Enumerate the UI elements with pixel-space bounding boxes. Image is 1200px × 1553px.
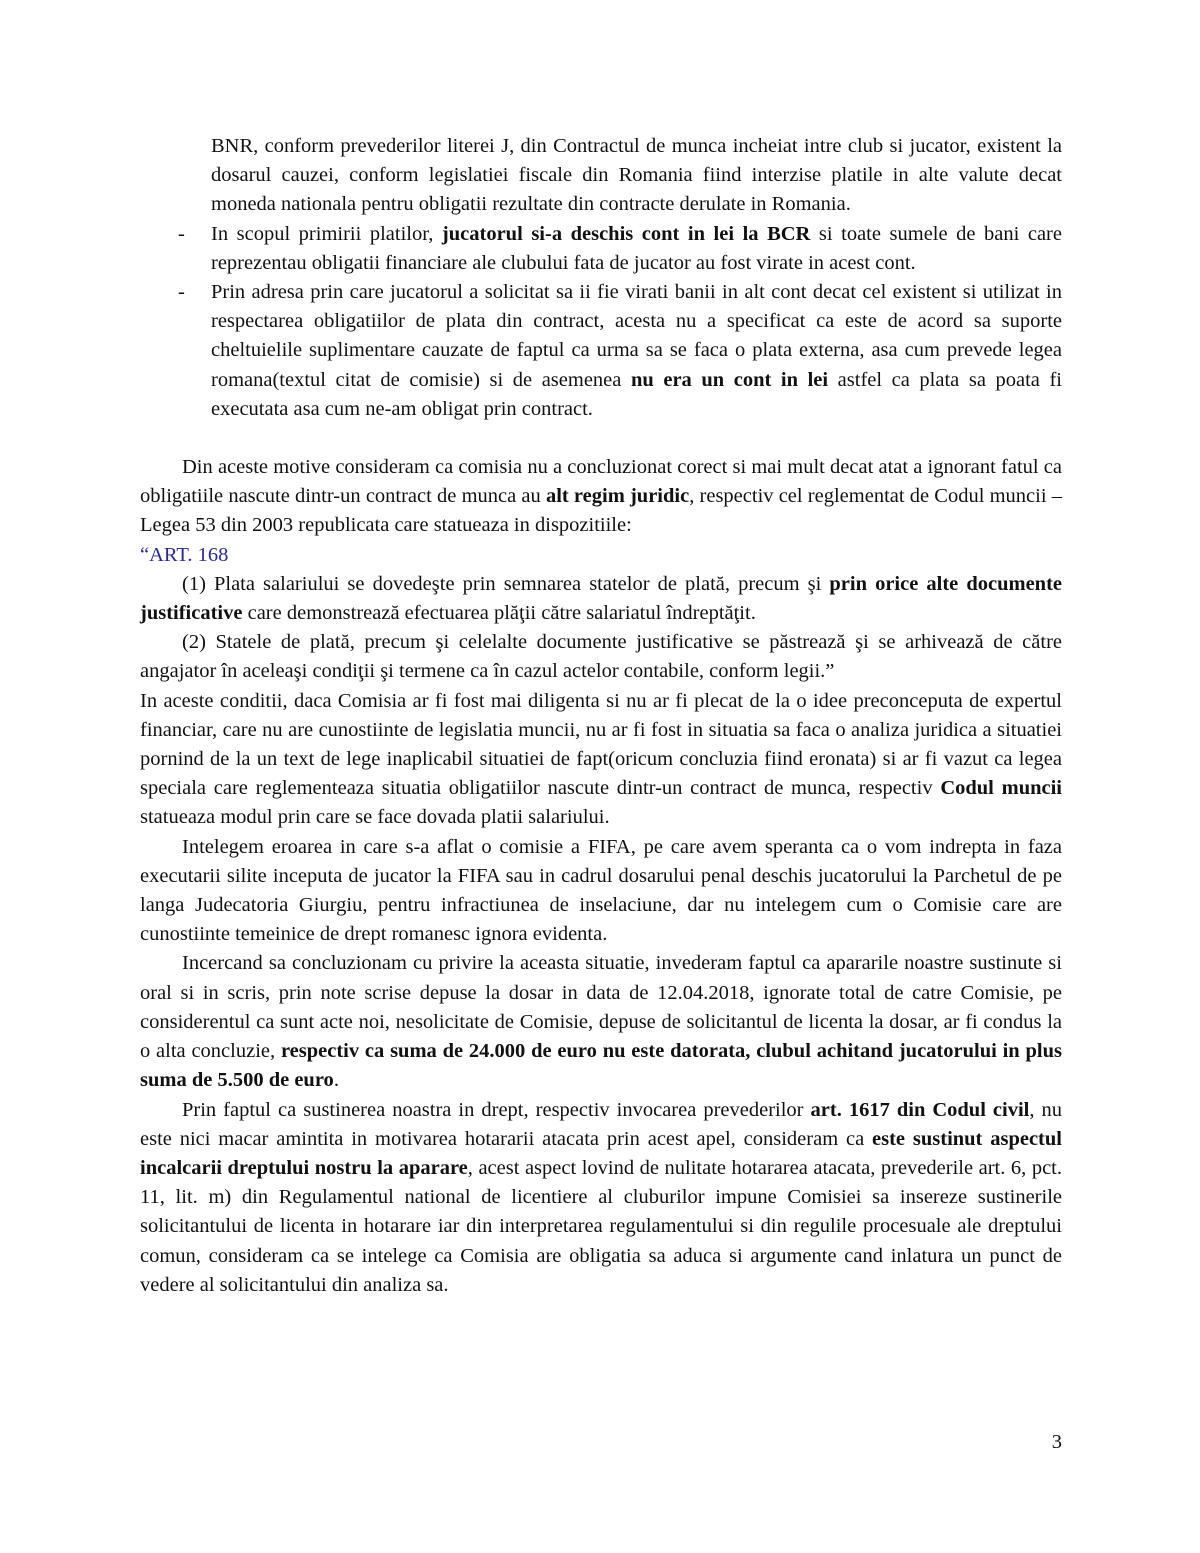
- bullet-list: [140, 220, 1062, 424]
- bold-codul-muncii: Codul muncii: [940, 777, 1063, 800]
- bold-alt-regim-juridic: alt regim juridic: [545, 485, 690, 508]
- paragraph-prin-faptul-ca: [140, 1096, 1062, 1300]
- paragraph-text-part2: care demonstrează efectuarea plăţii către salariatul îndreptăţit.: [242, 602, 756, 625]
- bold-incalcarea-dreptului-la-aparare: este sustinut aspectul incalcarii dreptului nostru la aparare: [140, 1127, 1062, 1179]
- paragraph-text-part1: Prin faptul ca sustinerea noastra in drept, respectiv invocarea prevederilor: [182, 1098, 811, 1121]
- list-item-bold-bcr: jucatorul si-a deschis cont in lei la BCR: [441, 222, 811, 245]
- paragraph-intelegem-eroarea: Intelegem eroarea in care s-a aflat o comisie a FIFA, pe care avem speranta ca o vom indrepta in faza executarii silite inceputa de jucator la FIFA sau in cadrul dosarului penal deschis jucatorului la Parchetul de pe langa Judecatoria Giurgiu, pentru infractiunea de inselaciune, dar nu intelegem cum o Comisie care are cunostiinte temeinice de drept romanesc ignora evidenta.: [140, 835, 1062, 946]
- list-item-bold-no-lei-account: nu era un cont in lei: [630, 368, 829, 391]
- page-number: 3: [1051, 1431, 1062, 1453]
- paragraph-text-part2: .: [333, 1069, 339, 1092]
- paragraph-text-part2: , respectiv cel reglementat de Codul muncii – Legea 53 din 2003 republicata care statueaza in dispozitiile:: [140, 485, 1062, 537]
- list-item-text-part2: si toate sumele de bani care reprezentau obligatii financiare ale clubului fata de jucator au fost virate in acest cont.: [211, 222, 1062, 274]
- bold-documente-justificative: prin orice alte documente justificative: [140, 572, 1062, 625]
- bullet-dash-icon: -: [178, 281, 185, 304]
- paragraph-text-part2: statueaza modul prin care se face dovada platii salariului.: [140, 806, 610, 829]
- paragraph-text-part1: Din aceste motive consideram ca comisia nu a concluzionat corect si mai mult decat atat a ignorant fatul ca obligatiile nascute dintr-un contract de munca au: [140, 456, 1062, 508]
- list-item-transfer-request: [140, 278, 1062, 424]
- paragraph-art168-alineat-2: (2) Statele de plată, precum şi celelalte documente justificative se păstrează şi se arhivează de către angajator în aceleaşi condiţii şi termene ca în cazul actelor contabile, conform legii.”: [140, 631, 1062, 683]
- list-item-text-part2: astfel ca plata sa poata fi executata asa cum ne-am obligat prin contract.: [211, 368, 1062, 420]
- bold-suma-24000-euro: respectiv ca suma de 24.000 de euro nu este datorata, clubul achitand jucatorului in plus suma de 5.500 de euro: [140, 1040, 1062, 1092]
- bold-art-1617-codul-civil: art. 1617 din Codul civil: [810, 1098, 1030, 1121]
- paragraph-din-aceste-motive: [140, 453, 1062, 541]
- list-item-text-part1: Prin adresa prin care jucatorul a solicitat sa ii fie virati banii in alt cont decat cel existent si utilizat in respectarea obligatiilor de plata din contract, acesta nu a specificat ca este de acord sa suporte cheltuielile suplimentare cauzate de faptul ca urma sa se faca o plata externa, asa cum prevede legea romana(textul citat de comisie) si de asemenea: [211, 281, 1062, 391]
- paragraph-spacer: [140, 424, 1062, 453]
- paragraph-continuation-bnr: BNR, conform prevederilor literei J, din Contractul de munca incheiat intre club si jucator, existent la dosarul cauzei, conform legislatiei fiscale din Romania fiind interzise platile in alte valute decat moneda nationala pentru obligatii rezultate din contracte derulate in Romania.: [211, 135, 1062, 216]
- bullet-dash-icon: -: [178, 222, 185, 245]
- paragraph-art168-alineat-1: [140, 570, 1062, 628]
- document-body: [140, 132, 1062, 1300]
- paragraph-text-part1: In aceste conditii, daca Comisia ar fi fost mai diligenta si nu ar fi plecat de la o idee preconceputa de expertul financiar, care nu are cunostiinte de legislatia muncii, nu ar fi fost in situatia sa faca o analiza juridica a situatiei pornind de la un text de lege inaplicabil situatiei de fapt(oricum concluzia fiind eronata) si ar fi vazut ca legea speciala care reglementeaza situatia obligatiilor nascute dintr-un contract de munca, respectiv: [140, 689, 1062, 800]
- list-item-text-part1: In scopul primirii platilor,: [211, 222, 442, 245]
- paragraph-text-part3: , acest aspect lovind de nulitate hotararea atacata, prevederile art. 6, pct. 11, lit. m) din Regulamentul national de licentiere al cluburilor impune Comisiei sa insereze sustinerile solicitantului de licenta in hotarare iar din interpretarea regulamentului si din regulile procesuale ale dreptului comun, consideram ca se intelege ca Comisia are obligatia sa aduca si argumente cand inlatura un punct de vedere al solicitantului din analiza sa.: [140, 1156, 1062, 1296]
- list-item-bcr-account: [140, 220, 1062, 278]
- paragraph-text-part1: (1) Plata salariului se dovedeşte prin semnarea statelor de plată, precum şi: [182, 572, 830, 595]
- article-heading-art-168: “ART. 168: [140, 543, 229, 566]
- paragraph-in-aceste-conditii: [140, 687, 1062, 833]
- paragraph-text-part1: Incercand sa concluzionam cu privire la aceasta situatie, invederam faptul ca apararile noastre sustinute si oral si in scris, prin note scrise depuse la dosar in data de 12.04.2018, ignorate total de catre Comisie, pe considerentul ca sunt acte noi, nesolicitate de Comisie, depuse de solicitantul de licenta la dosar, ar fi condus la o alta concluzie,: [140, 952, 1062, 1063]
- paragraph-incercand-sa-concluzionam: [140, 949, 1062, 1095]
- paragraph-text-part2: , nu este nici macar amintita in motivarea hotararii atacata prin acest apel, consideram ca: [140, 1098, 1062, 1150]
